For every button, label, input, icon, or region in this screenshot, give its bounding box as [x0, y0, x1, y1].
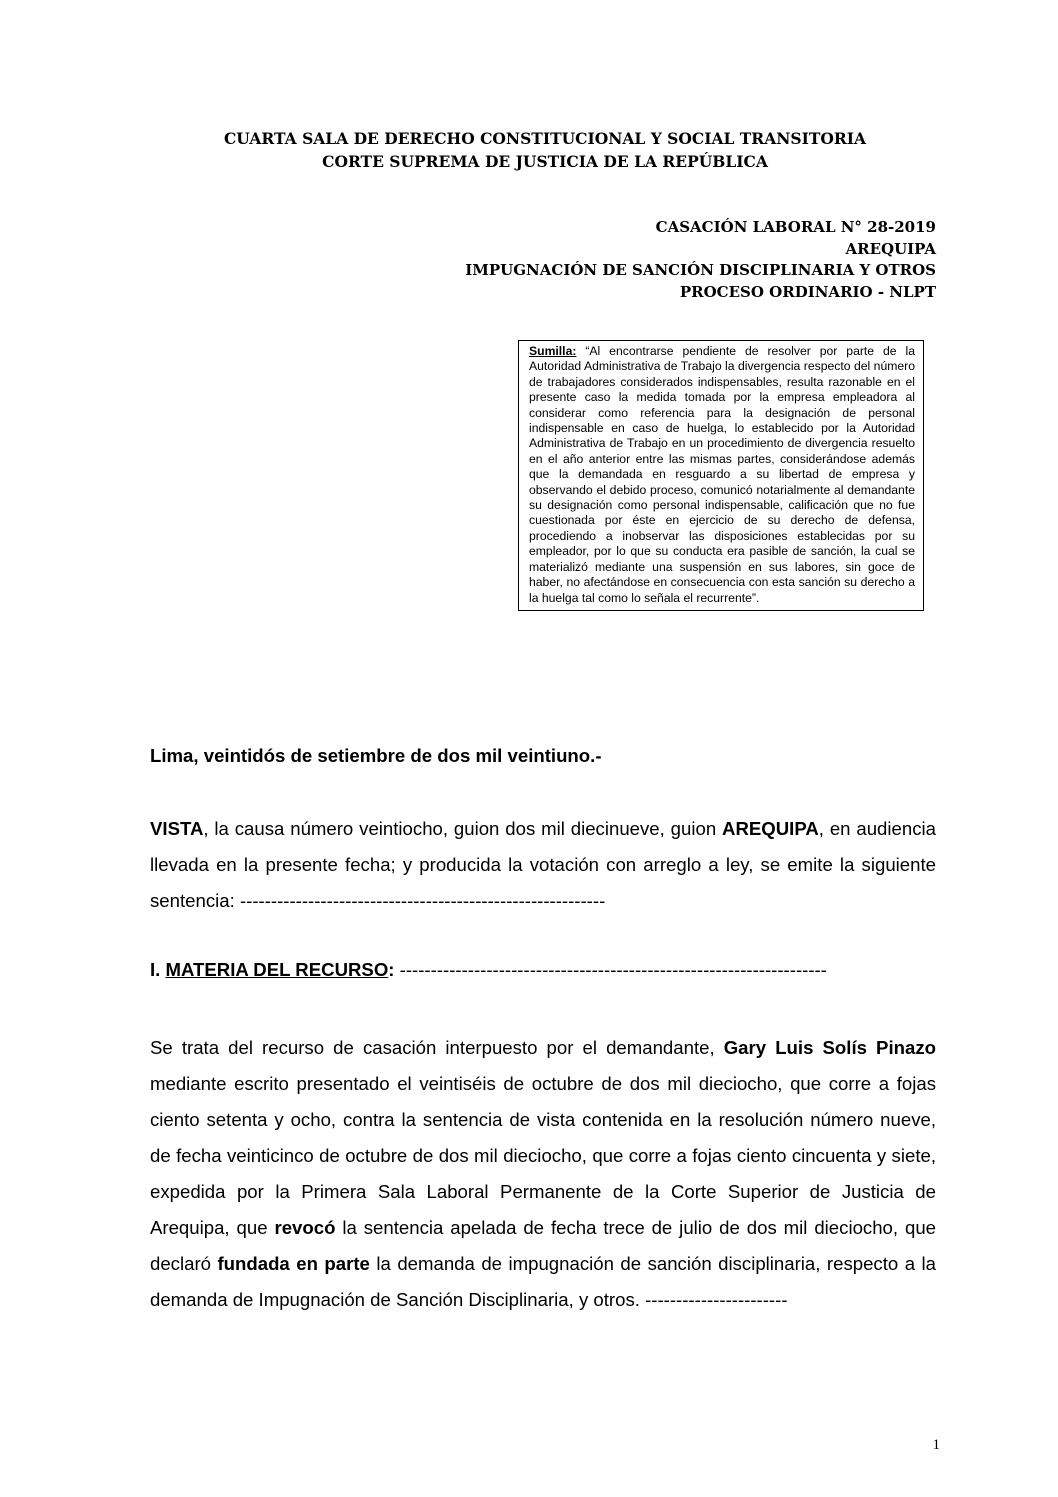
vista-dashes: -----------------------------------------------------------	[239, 890, 606, 911]
court-name-line-2: CORTE SUPREMA DE JUSTICIA DE LA REPÚBLICA	[322, 152, 768, 171]
date-line: Lima, veintidós de setiembre de dos mil veintiuno.-	[150, 745, 602, 766]
revoco-word: revocó	[274, 1217, 336, 1238]
vista-text-2: , en audiencia llevada en la presente fecha; y producida la votación con arreglo a ley, se emite la siguiente sentencia:	[150, 818, 936, 911]
sumilla-label: Sumilla:	[529, 344, 577, 358]
court-name-line-1: CUARTA SALA DE DERECHO CONSTITUCIONAL Y SOCIAL TRANSITORIA	[223, 129, 867, 148]
vista-text-1: , la causa número veintiocho, guion dos mil diecinueve, guion	[203, 818, 723, 839]
vista-lead: VISTA	[150, 818, 204, 839]
recurso-dashes: -----------------------	[645, 1289, 788, 1310]
recurso-text-3: la sentencia apelada de fecha trece de julio de dos mil dieciocho, que declaró	[150, 1217, 936, 1274]
case-number: CASACIÓN LABORAL N° 28-2019	[655, 218, 936, 236]
fundada-phrase: fundada en parte	[217, 1253, 370, 1274]
case-process: PROCESO ORDINARIO - NLPT	[679, 282, 936, 301]
page-number: 1	[932, 1437, 940, 1453]
case-city: AREQUIPA	[845, 239, 936, 258]
vista-place: AREQUIPA	[722, 818, 819, 839]
sumilla-box	[518, 340, 924, 611]
vista-paragraph	[150, 811, 936, 919]
recurso-text-1: Se trata del recurso de casación interpuesto por el demandante,	[150, 1037, 724, 1058]
case-matter: IMPUGNACIÓN DE SANCIÓN DISCIPLINARIA Y OTROS	[465, 261, 936, 279]
section-heading-materia	[150, 959, 936, 981]
court-header	[150, 127, 940, 173]
case-info-block	[465, 217, 936, 303]
section-title: MATERIA DEL RECURSO	[165, 959, 389, 980]
sumilla-text: “Al encontrarse pendiente de resolver por parte de la Autoridad Administrativa de Trabajo la divergencia respecto del número de trabajadores considerados indispensables, resulta razonable en el presente caso la medida tomada por la empresa empleadora al considerar como referencia para la designación de personal indispensable en caso de huelga, lo establecido por la Autoridad Administrativa de Trabajo en un procedimiento de divergencia resuelto en el año anterior entre las mismas partes, considerándose además que la demandada en resguardo a su libertad de empresa y observando el debido proceso, comunicó notarialmente al demandante su designación como personal indispensable, calificación que no fue cuestionada por éste en ejercicio de su derecho de defensa, procediendo a inobservar las disposiciones establecidas por su empleador, por lo que su conducta era pasible de sanción, la cual se materializó mediante una suspensión en sus labores, sin goce de haber, no afectándose en consecuencia con esta sanción su derecho a la huelga tal como lo señala el recurrente”.	[529, 344, 915, 605]
section-numeral: I.	[150, 959, 166, 980]
recurso-text-4: la demanda de impugnación de sanción disciplinaria, respecto a la demanda de Impugnación de Sanción Disciplinaria, y otros.	[150, 1253, 936, 1310]
claimant-name: Gary Luis Solís Pinazo	[723, 1037, 936, 1058]
recurso-text-2: mediante escrito presentado el veintiséis de octubre de dos mil dieciocho, que corre a fojas ciento setenta y ocho, contra la sentencia de vista contenida en la resolución número nueve, de fecha veinticinco de octubre de dos mil dieciocho, que corre a fojas ciento cincuenta y siete, expedida por la Primera Sala Laboral Permanente de la Corte Superior de Justicia de Arequipa, que	[150, 1073, 936, 1238]
section-dashes: ---------------------------------------------------------------------	[394, 959, 827, 980]
recurso-paragraph	[150, 1030, 936, 1318]
section-colon: :	[388, 959, 395, 980]
